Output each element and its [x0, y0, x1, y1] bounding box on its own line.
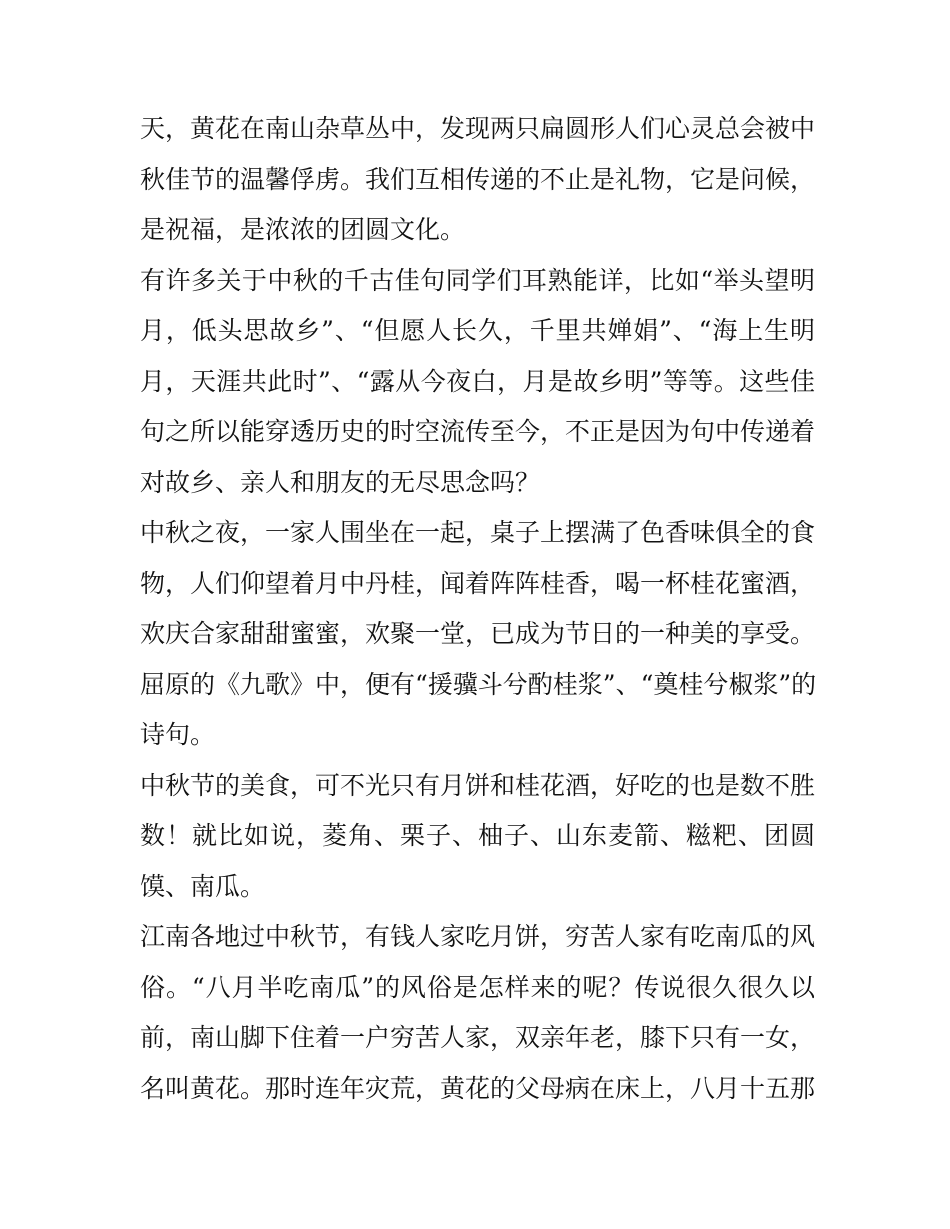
text-line: 月，天涯共此时”、“露从今夜白，月是故乡明”等等。这些佳	[140, 366, 815, 396]
text-line: 是祝福，是浓浓的团圆文化。	[140, 215, 466, 244]
text-line: 欢庆合家甜甜蜜蜜，欢聚一堂，已成为节日的一种美的享受。	[140, 619, 816, 648]
text-line: 数！就比如说，菱角、栗子、柚子、山东麦箭、糍粑、团圆	[140, 821, 815, 850]
text-line: 句之所以能穿透历史的时空流传至今，不正是因为句中传递着	[140, 417, 816, 446]
text-line: 中秋之夜，一家人围坐在一起，桌子上摆满了色香味俱全的食	[140, 518, 816, 547]
text-line: 俗。“八月半吃南瓜”的风俗是怎样来的呢？传说很久很久以	[140, 972, 815, 1002]
text-line: 月，低头思故乡”、“但愿人长久，千里共婵娟”、“海上生明	[140, 316, 815, 345]
text-line: 馍、南瓜。	[140, 871, 266, 901]
text-line: 中秋节的美食，可不光只有月饼和桂花酒，好吃的也是数不胜	[140, 770, 816, 800]
text-line: 名叫黄花。那时连年灾荒，黄花的父母病在床上，八月十五那	[140, 1073, 816, 1103]
text-line: 物，人们仰望着月中丹桂，闻着阵阵桂香，喝一杯桂花蜜酒，	[140, 568, 816, 598]
text-line: 有许多关于中秋的千古佳句同学们耳熟能详，比如“举头望明	[140, 265, 815, 295]
text-line: 秋佳节的温馨俘虏。我们互相传递的不止是礼物，它是问候，	[140, 164, 816, 194]
text-line: 诗句。	[140, 720, 216, 749]
text-line: 天，黄花在南山杂草丛中，发现两只扁圆形人们心灵总会被中	[140, 114, 816, 143]
text-line: 对故乡、亲人和朋友的无尽思念吗？	[140, 467, 541, 497]
text-line: 屈原的《九歌》中，便有“援骥斗兮酌桂浆”、“奠桂兮椒浆”的	[140, 669, 817, 699]
text-line: 江南各地过中秋节，有钱人家吃月饼，穷苦人家有吃南瓜的风	[140, 922, 816, 951]
text-line: 前，南山脚下住着一户穷苦人家，双亲年老，膝下只有一女，	[140, 1023, 816, 1052]
document-body	[140, 104, 815, 1114]
